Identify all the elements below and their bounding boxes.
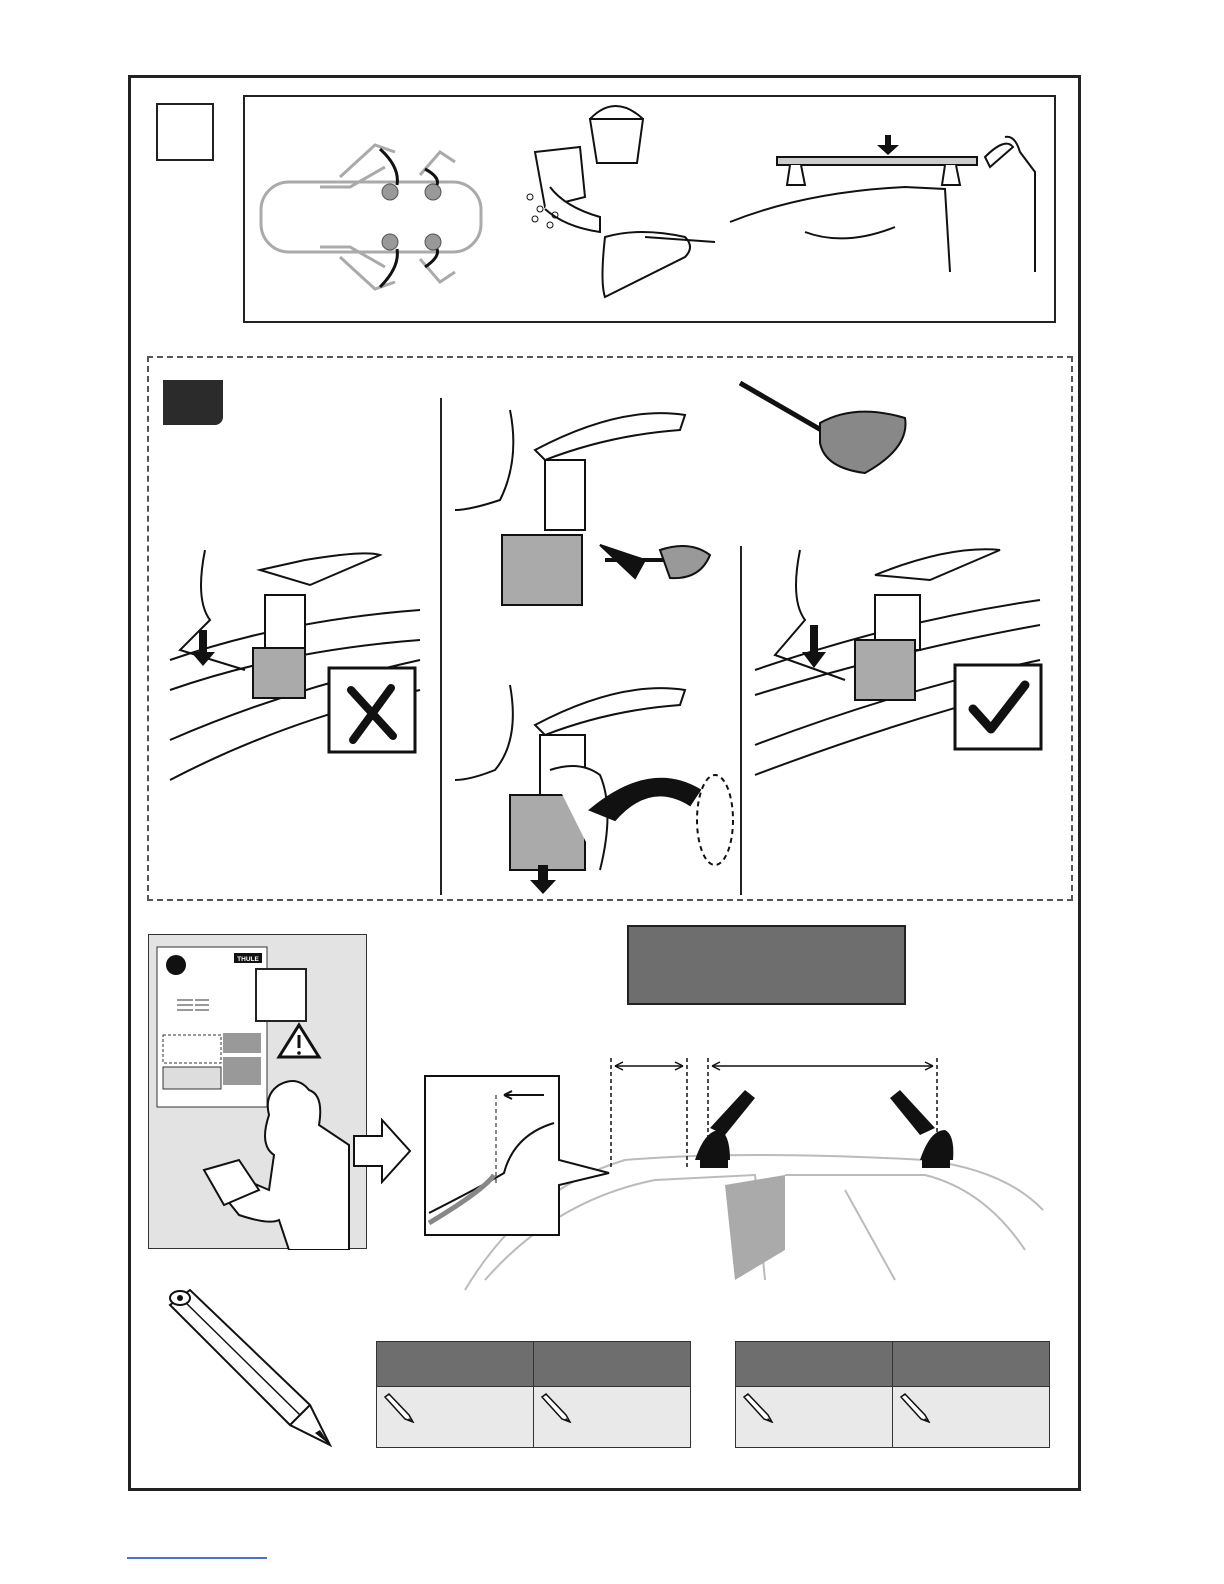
table-header-cell — [736, 1342, 893, 1387]
manual-illustration — [149, 935, 368, 1250]
table-header-cell — [377, 1342, 534, 1387]
measurement-table-rear — [735, 1341, 1050, 1448]
step1-panel — [243, 95, 1056, 323]
insert-key-illustration — [450, 400, 730, 610]
arrow-right-icon — [352, 1118, 412, 1184]
pencil-icon — [742, 1393, 774, 1423]
down-arrow-icon — [802, 625, 826, 668]
instruction-manual-panel — [148, 934, 367, 1249]
table-value-cell[interactable] — [736, 1387, 893, 1448]
info-panel — [627, 925, 906, 1005]
step2-number-tab — [163, 380, 223, 425]
step-number-box — [156, 103, 214, 161]
down-arrow-icon — [877, 135, 899, 155]
measurement-table-front — [376, 1341, 691, 1448]
brand-logo-text: THULE — [237, 956, 259, 963]
table-value-cell[interactable] — [534, 1387, 691, 1448]
car-top-view-illustration — [261, 145, 481, 289]
table-value-cell[interactable] — [377, 1387, 534, 1448]
roof-foot-rear — [890, 1090, 953, 1168]
divider-line — [740, 546, 742, 895]
zoom-detail-illustration — [424, 1075, 614, 1237]
key-tool-illustration — [735, 378, 915, 478]
step1-illustrations — [245, 97, 1054, 321]
divider-line — [440, 398, 442, 895]
pencil-icon — [540, 1393, 572, 1423]
pencil-icon — [383, 1393, 415, 1423]
washing-hands-illustration — [535, 147, 715, 297]
roof-foot-front — [695, 1090, 755, 1168]
correct-position-illustration — [750, 540, 1050, 780]
bucket-illustration — [590, 106, 643, 163]
table-header-cell — [893, 1342, 1050, 1387]
pencil-icon — [899, 1393, 931, 1423]
table-value-cell[interactable] — [893, 1387, 1050, 1448]
pencil-icon — [165, 1285, 340, 1450]
table-header-cell — [534, 1342, 691, 1387]
roof-bar-install-illustration — [730, 137, 1035, 272]
wrong-position-illustration — [165, 540, 425, 790]
footer-link[interactable] — [127, 1557, 267, 1559]
turn-key-illustration — [450, 680, 740, 895]
